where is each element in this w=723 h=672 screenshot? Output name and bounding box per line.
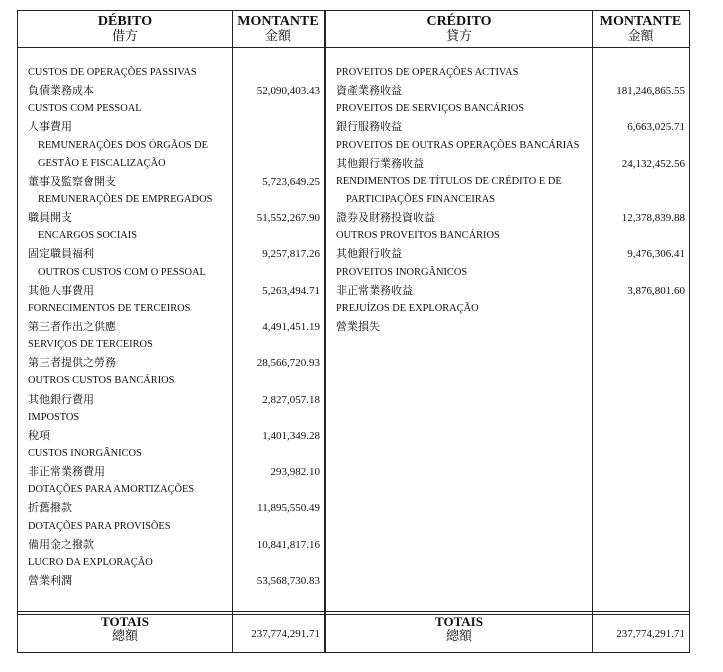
row-label: 營業利潤 xyxy=(28,573,72,587)
debit-amount-header xyxy=(232,11,324,50)
row-amount: 2,827,057.18 xyxy=(262,393,320,406)
row-label: PARTICIPAÇÕES FINANCEIRAS xyxy=(346,193,496,205)
row-label: GESTÃO E FISCALIZAÇÃO xyxy=(38,157,166,169)
row-label: DOTAÇÕES PARA PROVISÕES xyxy=(28,520,171,532)
row-label: OUTROS CUSTOS COM O PESSOAL xyxy=(38,266,206,278)
row-label: 稅項 xyxy=(28,428,50,442)
row-amount: 3,876,801.60 xyxy=(627,284,685,297)
table-row xyxy=(18,554,324,572)
credit-rows xyxy=(326,64,689,336)
table-row xyxy=(18,209,324,227)
row-label: DOTAÇÕES PARA AMORTIZAÇÕES xyxy=(28,484,195,496)
row-label: 銀行服務收益 xyxy=(336,120,402,134)
table-row xyxy=(326,64,689,82)
row-label: 非正常業務收益 xyxy=(336,283,413,297)
row-amount: 28,566,720.93 xyxy=(256,357,320,370)
credit-totals-title: TOTAIS xyxy=(435,614,483,629)
credit-total-amount: 237,774,291.71 xyxy=(616,628,685,640)
table-row xyxy=(18,282,324,300)
row-amount: 51,552,267.90 xyxy=(256,212,320,225)
row-label: ENCARGOS SOCIAIS xyxy=(38,230,138,242)
table-row xyxy=(326,137,689,155)
credit-panel xyxy=(325,10,690,653)
debit-totals-label xyxy=(18,609,232,652)
table-row xyxy=(18,409,324,427)
table-row xyxy=(18,481,324,499)
table-row xyxy=(18,318,324,336)
row-amount: 53,568,730.83 xyxy=(256,574,320,587)
row-label: 第三者作出之供應 xyxy=(28,319,116,333)
row-amount: 181,246,865.55 xyxy=(616,85,685,98)
table-row xyxy=(18,518,324,536)
row-label: 其他銀行收益 xyxy=(336,247,402,261)
debit-totals-title: TOTAIS xyxy=(101,614,149,629)
row-label: 其他銀行業務收益 xyxy=(336,156,424,170)
row-label: 董事及監察會開支 xyxy=(28,174,116,188)
row-label: SERVIÇOS DE TERCEIROS xyxy=(28,339,153,351)
row-amount: 52,090,403.43 xyxy=(256,85,320,98)
credit-amount-header xyxy=(592,11,689,50)
table-row xyxy=(326,282,689,300)
credit-title: CRÉDITO xyxy=(426,14,492,29)
row-label: PROVEITOS DE OPERAÇÕES ACTIVAS xyxy=(336,67,519,78)
table-row xyxy=(18,445,324,463)
row-label: 其他人事費用 xyxy=(28,283,94,297)
table-row xyxy=(18,227,324,245)
row-label: PREJUÍZOS DE EXPLORAÇÃO xyxy=(336,302,479,314)
row-amount: 5,263,494.71 xyxy=(262,284,320,297)
row-amount: 4,491,451.19 xyxy=(262,320,320,333)
credit-header xyxy=(326,11,592,50)
row-amount: 9,476,306.41 xyxy=(627,248,685,261)
row-label: 職員開支 xyxy=(28,211,72,225)
table-row xyxy=(18,137,324,155)
table-row xyxy=(326,245,689,263)
row-amount: 10,841,817.16 xyxy=(256,538,320,551)
credit-totals-title-zh: 總額 xyxy=(445,629,472,644)
row-amount: 1,401,349.28 xyxy=(262,429,320,442)
row-label: PROVEITOS DE SERVIÇOS BANCÁRIOS xyxy=(336,103,525,115)
row-amount: 11,895,550.49 xyxy=(257,502,320,515)
row-label: 其他銀行費用 xyxy=(28,392,94,406)
debit-rows xyxy=(18,64,324,590)
debit-header xyxy=(18,11,232,50)
row-label: 負債業務成本 xyxy=(28,84,94,98)
table-row xyxy=(18,64,324,82)
row-label: 備用金之撥款 xyxy=(28,537,94,551)
row-label: IMPOSTOS xyxy=(28,411,80,423)
credit-title-zh: 貸方 xyxy=(445,29,472,44)
row-label: FORNECIMENTOS DE TERCEIROS xyxy=(28,302,191,314)
row-label: OUTROS CUSTOS BANCÁRIOS xyxy=(28,375,175,387)
debit-amount-title: MONTANTE xyxy=(237,14,319,29)
table-row xyxy=(18,354,324,372)
row-amount: 5,723,649.25 xyxy=(262,175,320,188)
debit-total-amount: 237,774,291.71 xyxy=(251,628,320,640)
row-label: 人事費用 xyxy=(28,120,72,134)
row-label: REMUNERAÇÕES DOS ÓRGÃOS DE xyxy=(38,139,209,151)
table-row xyxy=(326,191,689,209)
table-row xyxy=(326,264,689,282)
table-row xyxy=(18,264,324,282)
credit-amount-title-zh: 金額 xyxy=(627,29,654,44)
table-row xyxy=(18,499,324,517)
row-label: 證券及財務投資收益 xyxy=(336,211,435,225)
credit-totals-label xyxy=(326,609,592,652)
row-label: 固定職員福利 xyxy=(28,247,94,261)
row-amount: 9,257,817.26 xyxy=(262,248,320,261)
table-row xyxy=(326,300,689,318)
table-row xyxy=(18,155,324,173)
row-amount: 24,132,452.56 xyxy=(621,157,685,170)
table-row xyxy=(326,100,689,118)
debit-title: DÉBITO xyxy=(97,14,153,29)
table-row xyxy=(18,391,324,409)
row-label: CUSTOS COM PESSOAL xyxy=(28,103,142,115)
debit-title-zh: 借方 xyxy=(111,29,138,44)
table-row xyxy=(18,536,324,554)
debit-amount-title-zh: 金額 xyxy=(264,29,291,44)
debit-panel xyxy=(17,10,325,653)
row-label: OUTROS PROVEITOS BANCÁRIOS xyxy=(336,230,500,242)
row-label: PROVEITOS INORGÂNICOS xyxy=(336,266,468,278)
table-row xyxy=(326,118,689,136)
table-row xyxy=(326,227,689,245)
table-row xyxy=(326,209,689,227)
row-label: LUCRO DA EXPLORAÇÃO xyxy=(28,556,153,568)
table-row xyxy=(18,463,324,481)
row-label: 資產業務收益 xyxy=(336,84,402,98)
table-row xyxy=(18,191,324,209)
table-row xyxy=(18,118,324,136)
table-row xyxy=(18,100,324,118)
table-row xyxy=(18,245,324,263)
row-amount: 12,378,839.88 xyxy=(621,212,685,225)
row-label: PROVEITOS DE OUTRAS OPERAÇÕES BANCÁRIAS xyxy=(336,139,580,151)
table-row xyxy=(18,173,324,191)
row-label: 營業損失 xyxy=(336,319,380,333)
credit-amount-title: MONTANTE xyxy=(599,14,682,29)
table-row xyxy=(326,155,689,173)
row-label: CUSTOS INORGÂNICOS xyxy=(28,447,142,459)
table-row xyxy=(18,572,324,590)
table-row xyxy=(18,372,324,390)
row-amount: 293,982.10 xyxy=(270,466,320,479)
table-row xyxy=(326,318,689,336)
row-label: 第三者提供之勞務 xyxy=(28,356,116,370)
row-label: 非正常業務費用 xyxy=(28,465,105,479)
row-amount: 6,663,025.71 xyxy=(627,121,685,134)
row-label: 折舊撥款 xyxy=(28,501,72,515)
table-row xyxy=(326,82,689,100)
table-row xyxy=(18,82,324,100)
row-label: CUSTOS DE OPERAÇÕES PASSIVAS xyxy=(28,67,197,78)
table-row xyxy=(18,300,324,318)
table-row xyxy=(18,427,324,445)
row-label: RENDIMENTOS DE TÍTULOS DE CRÉDITO E DE xyxy=(336,175,562,187)
table-row xyxy=(18,336,324,354)
table-row xyxy=(326,173,689,191)
row-label: REMUNERAÇÕES DE EMPREGADOS xyxy=(38,193,213,205)
debit-totals-title-zh: 總額 xyxy=(111,629,138,644)
